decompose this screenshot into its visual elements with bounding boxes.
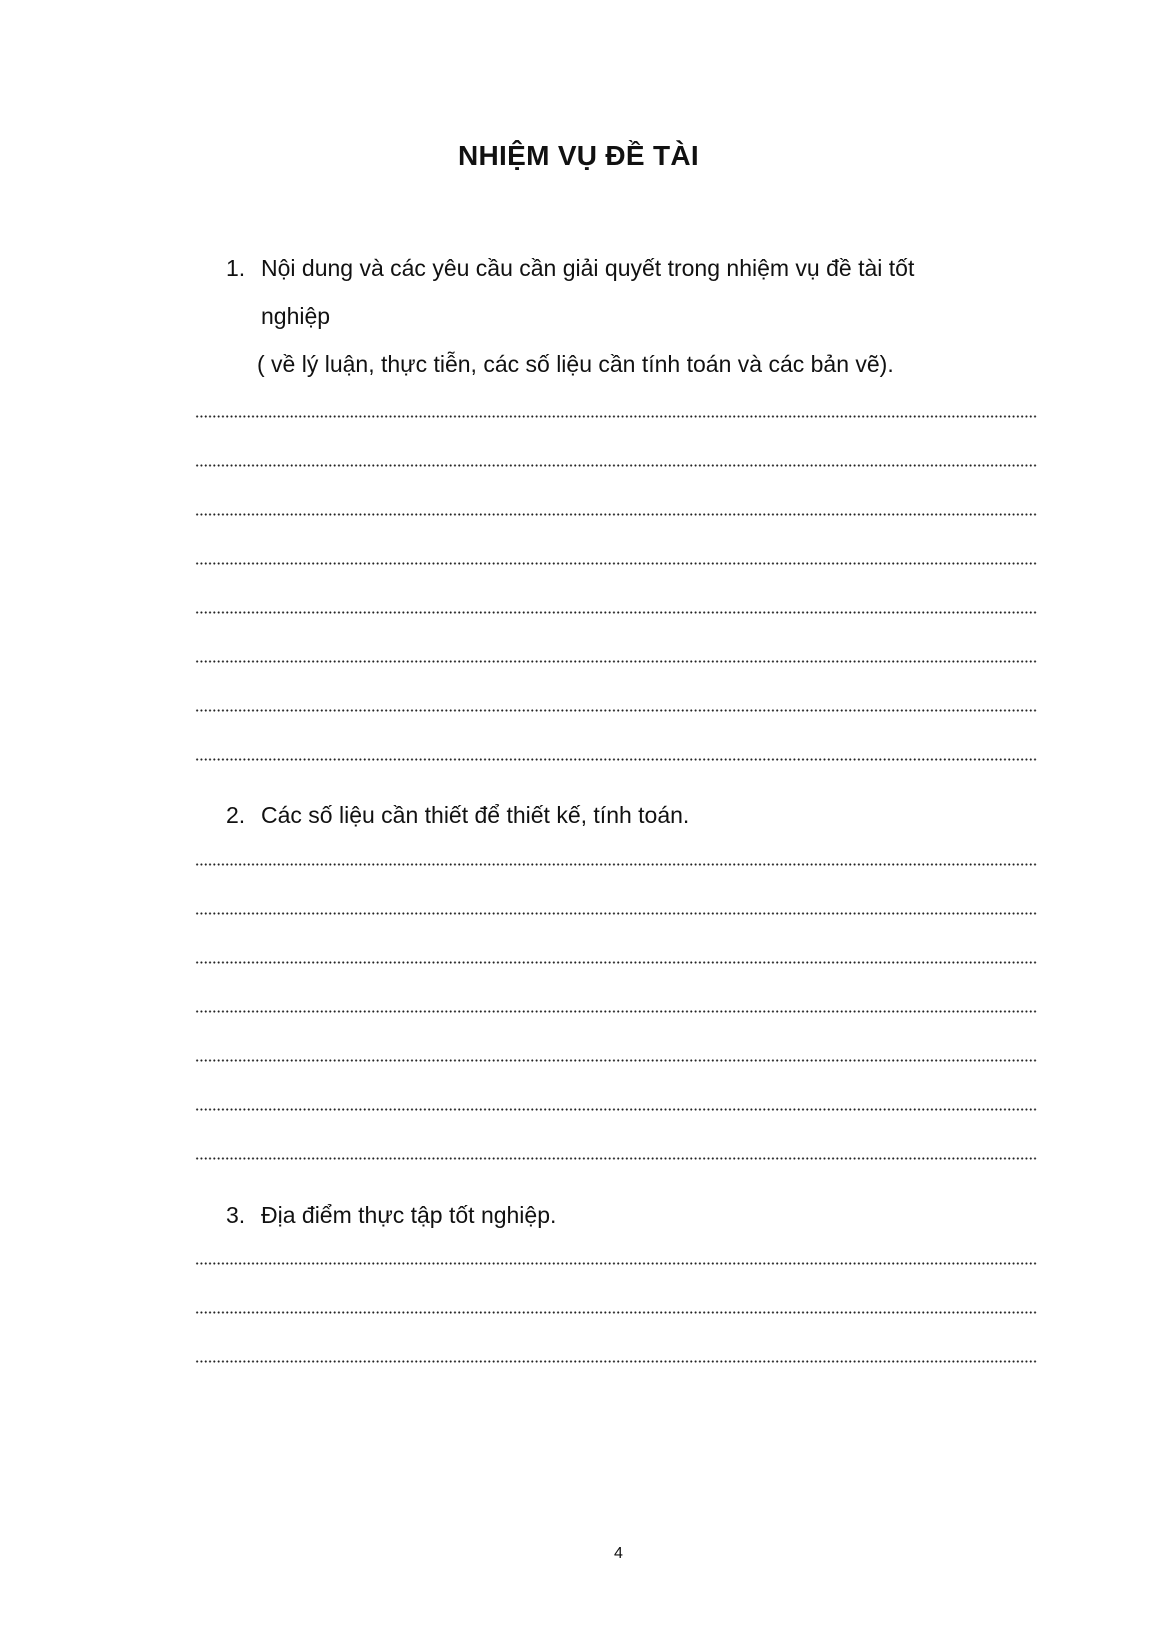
section-1-blank-line[interactable] — [195, 611, 1037, 614]
page-title: NHIỆM VỤ ĐỀ TÀI — [458, 140, 699, 171]
section-3-heading — [226, 1190, 556, 1240]
section-3-blank-line[interactable] — [195, 1311, 1037, 1314]
section-2-blank-line[interactable] — [195, 1108, 1037, 1111]
section-2-number: 2. — [226, 802, 246, 828]
section-1-text: Nội dung và các yêu cầu cần giải quyết trong nhiệm vụ đề tài tốt — [261, 255, 915, 281]
section-1-note: ( về lý luận, thực tiễn, các số liệu cần tính toán và các bản vẽ). — [257, 351, 894, 377]
section-1-text-continued: nghiệp — [261, 303, 331, 329]
section-1-blank-line[interactable] — [195, 709, 1037, 712]
section-2-text: Các số liệu cần thiết để thiết kế, tính toán. — [261, 802, 690, 828]
section-1-blank-line[interactable] — [195, 415, 1037, 418]
section-2-blank-line[interactable] — [195, 1010, 1037, 1013]
section-2-blank-line[interactable] — [195, 912, 1037, 915]
page-number: 4 — [614, 1545, 623, 1562]
section-2-blank-line[interactable] — [195, 863, 1037, 866]
section-3-blank-line[interactable] — [195, 1262, 1037, 1265]
section-3-number: 3. — [226, 1202, 246, 1228]
section-2-blank-line[interactable] — [195, 1059, 1037, 1062]
section-2-blank-line[interactable] — [195, 1157, 1037, 1160]
section-3-blank-line[interactable] — [195, 1360, 1037, 1363]
section-1-blank-line[interactable] — [195, 562, 1037, 565]
section-1-heading — [226, 243, 914, 293]
section-1-blank-line[interactable] — [195, 464, 1037, 467]
section-1-blank-line[interactable] — [195, 758, 1037, 761]
section-2-blank-line[interactable] — [195, 961, 1037, 964]
section-1-number: 1. — [226, 255, 246, 281]
section-2-heading — [226, 790, 689, 840]
section-1-blank-line[interactable] — [195, 660, 1037, 663]
section-1-blank-line[interactable] — [195, 513, 1037, 516]
section-3-text: Địa điểm thực tập tốt nghiệp. — [261, 1202, 557, 1228]
